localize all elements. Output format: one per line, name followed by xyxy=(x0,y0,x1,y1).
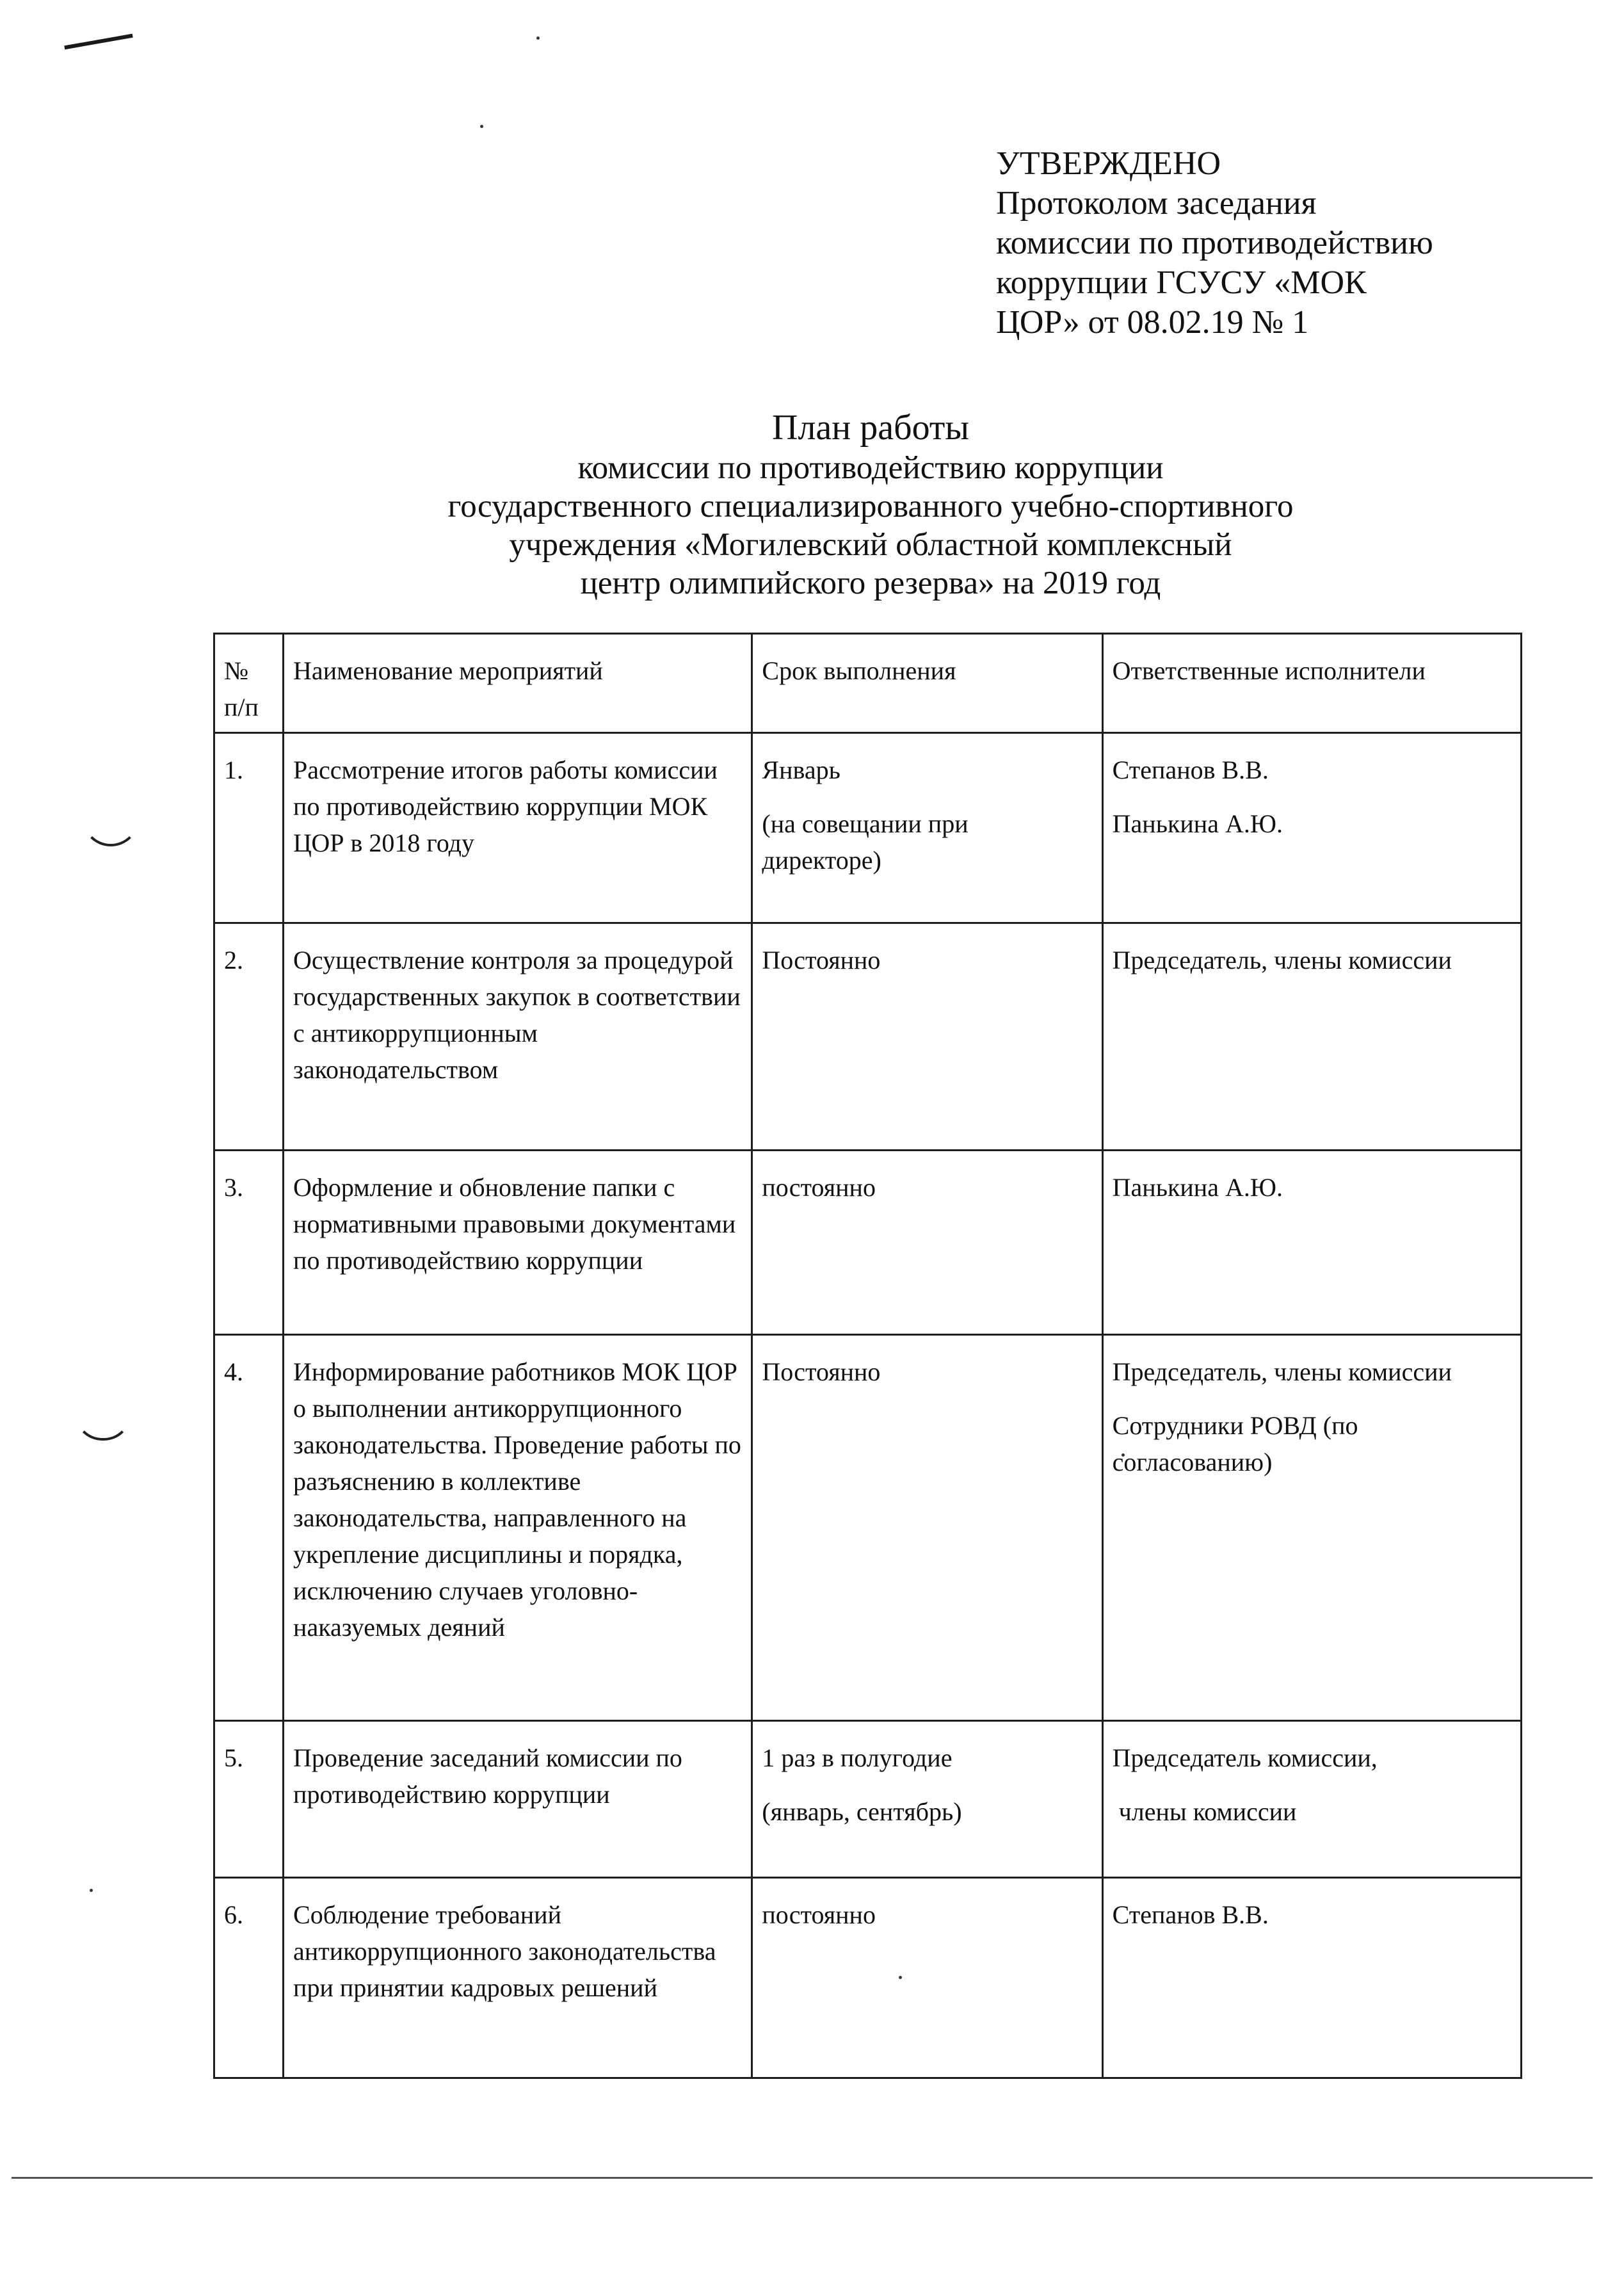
row-resp xyxy=(1102,1878,1521,2078)
document-title xyxy=(192,407,1549,602)
scan-arc-left-1 xyxy=(82,813,140,846)
row-resp-line: Панькина А.Ю. xyxy=(1112,809,1283,838)
scan-speck xyxy=(480,125,483,128)
row-term xyxy=(752,1151,1102,1335)
row-term xyxy=(752,1878,1102,2078)
row-num: 4. xyxy=(214,1335,284,1721)
row-resp xyxy=(1102,1151,1521,1335)
row-term xyxy=(752,1335,1102,1721)
table-row xyxy=(214,1335,1522,1721)
row-resp-line: Председатель, члены комиссии xyxy=(1112,1357,1452,1386)
row-term-line: Постоянно xyxy=(762,946,881,974)
row-resp-line: Панькина А.Ю. xyxy=(1112,1173,1283,1202)
header-resp: Ответственные исполнители xyxy=(1102,634,1521,733)
row-resp xyxy=(1102,1721,1521,1878)
title-line: государственного специализированного учебно-спортивного xyxy=(447,489,1294,524)
scan-mark-top-left xyxy=(64,34,133,50)
row-term-line: (январь, сентябрь) xyxy=(762,1797,962,1826)
row-num: 3. xyxy=(214,1151,284,1335)
row-num: 6. xyxy=(214,1878,284,2078)
table-row xyxy=(214,1878,1522,2078)
row-term-line: Январь xyxy=(762,756,840,784)
header-term: Срок выполнения xyxy=(752,634,1102,733)
title-heading: План работы xyxy=(772,408,969,448)
row-resp xyxy=(1102,1335,1521,1721)
title-line: комиссии по противодействию коррупции xyxy=(577,450,1164,486)
row-name: Информирование работников МОК ЦОР о выполнении антикоррупционного законодательства. Проведение работы по разъяснению в коллективе законодательства, направленного на укрепление дисциплины и порядка, исключению случаев уголовно-наказуемых деяний xyxy=(284,1335,752,1721)
row-num: 2. xyxy=(214,923,284,1151)
table-row xyxy=(214,923,1522,1151)
row-term xyxy=(752,733,1102,923)
row-term xyxy=(752,923,1102,1151)
table-row xyxy=(214,1151,1522,1335)
table-row xyxy=(214,733,1522,923)
table-header-row xyxy=(214,634,1522,733)
row-resp-line: Сотрудники РОВД (по согласованию) xyxy=(1112,1411,1358,1476)
row-term-line: (на совещании при директоре) xyxy=(762,809,969,875)
approval-line: коррупции ГСУСУ «МОК xyxy=(996,264,1367,301)
row-term-line: постоянно xyxy=(762,1900,876,1929)
row-num: 1. xyxy=(214,733,284,923)
approval-line: комиссии по противодействию xyxy=(996,225,1433,261)
approval-line: ЦОР» от 08.02.19 № 1 xyxy=(996,304,1309,341)
row-name: Оформление и обновление папки с нормативными правовыми документами по противодействию коррупции xyxy=(284,1151,752,1335)
row-resp xyxy=(1102,923,1521,1151)
row-term xyxy=(752,1721,1102,1878)
row-resp-line: Председатель, члены комиссии xyxy=(1112,946,1452,974)
row-resp-line: члены комиссии xyxy=(1112,1797,1297,1826)
title-line: центр олимпийского резерва» на 2019 год xyxy=(580,565,1161,601)
row-resp xyxy=(1102,733,1521,923)
row-resp-line: Председатель комиссии, xyxy=(1112,1743,1378,1772)
row-term-line: постоянно xyxy=(762,1173,876,1202)
title-line: учреждения «Могилевский областной комплексный xyxy=(509,527,1232,563)
header-name: Наименование мероприятий xyxy=(284,634,752,733)
header-num: № п/п xyxy=(214,634,284,733)
scan-speck xyxy=(536,36,540,40)
row-term-line: 1 раз в полугодие xyxy=(762,1743,953,1772)
scan-speck xyxy=(90,1889,93,1892)
approval-heading: УТВЕРЖДЕНО xyxy=(996,145,1221,182)
plan-table xyxy=(213,633,1522,2079)
row-term-line: Постоянно xyxy=(762,1357,881,1386)
row-resp-line: Степанов В.В. xyxy=(1112,756,1269,784)
row-num: 5. xyxy=(214,1721,284,1878)
row-name: Рассмотрение итогов работы комиссии по противодействию коррупции МОК ЦОР в 2018 году xyxy=(284,733,752,923)
row-resp-line: Степанов В.В. xyxy=(1112,1900,1269,1929)
approval-line: Протоколом заседания xyxy=(996,185,1317,222)
row-name: Соблюдение требований антикоррупционного законодательства при принятии кадровых решений xyxy=(284,1878,752,2078)
approval-block xyxy=(996,144,1547,343)
table-row xyxy=(214,1721,1522,1878)
row-name: Осуществление контроля за процедурой государственных закупок в соответствии с антикоррупционным законодательством xyxy=(284,923,752,1151)
row-name: Проведение заседаний комиссии по противодействию коррупции xyxy=(284,1721,752,1878)
scan-arc-left-2 xyxy=(74,1412,132,1441)
page-bottom-rule xyxy=(12,2177,1593,2179)
